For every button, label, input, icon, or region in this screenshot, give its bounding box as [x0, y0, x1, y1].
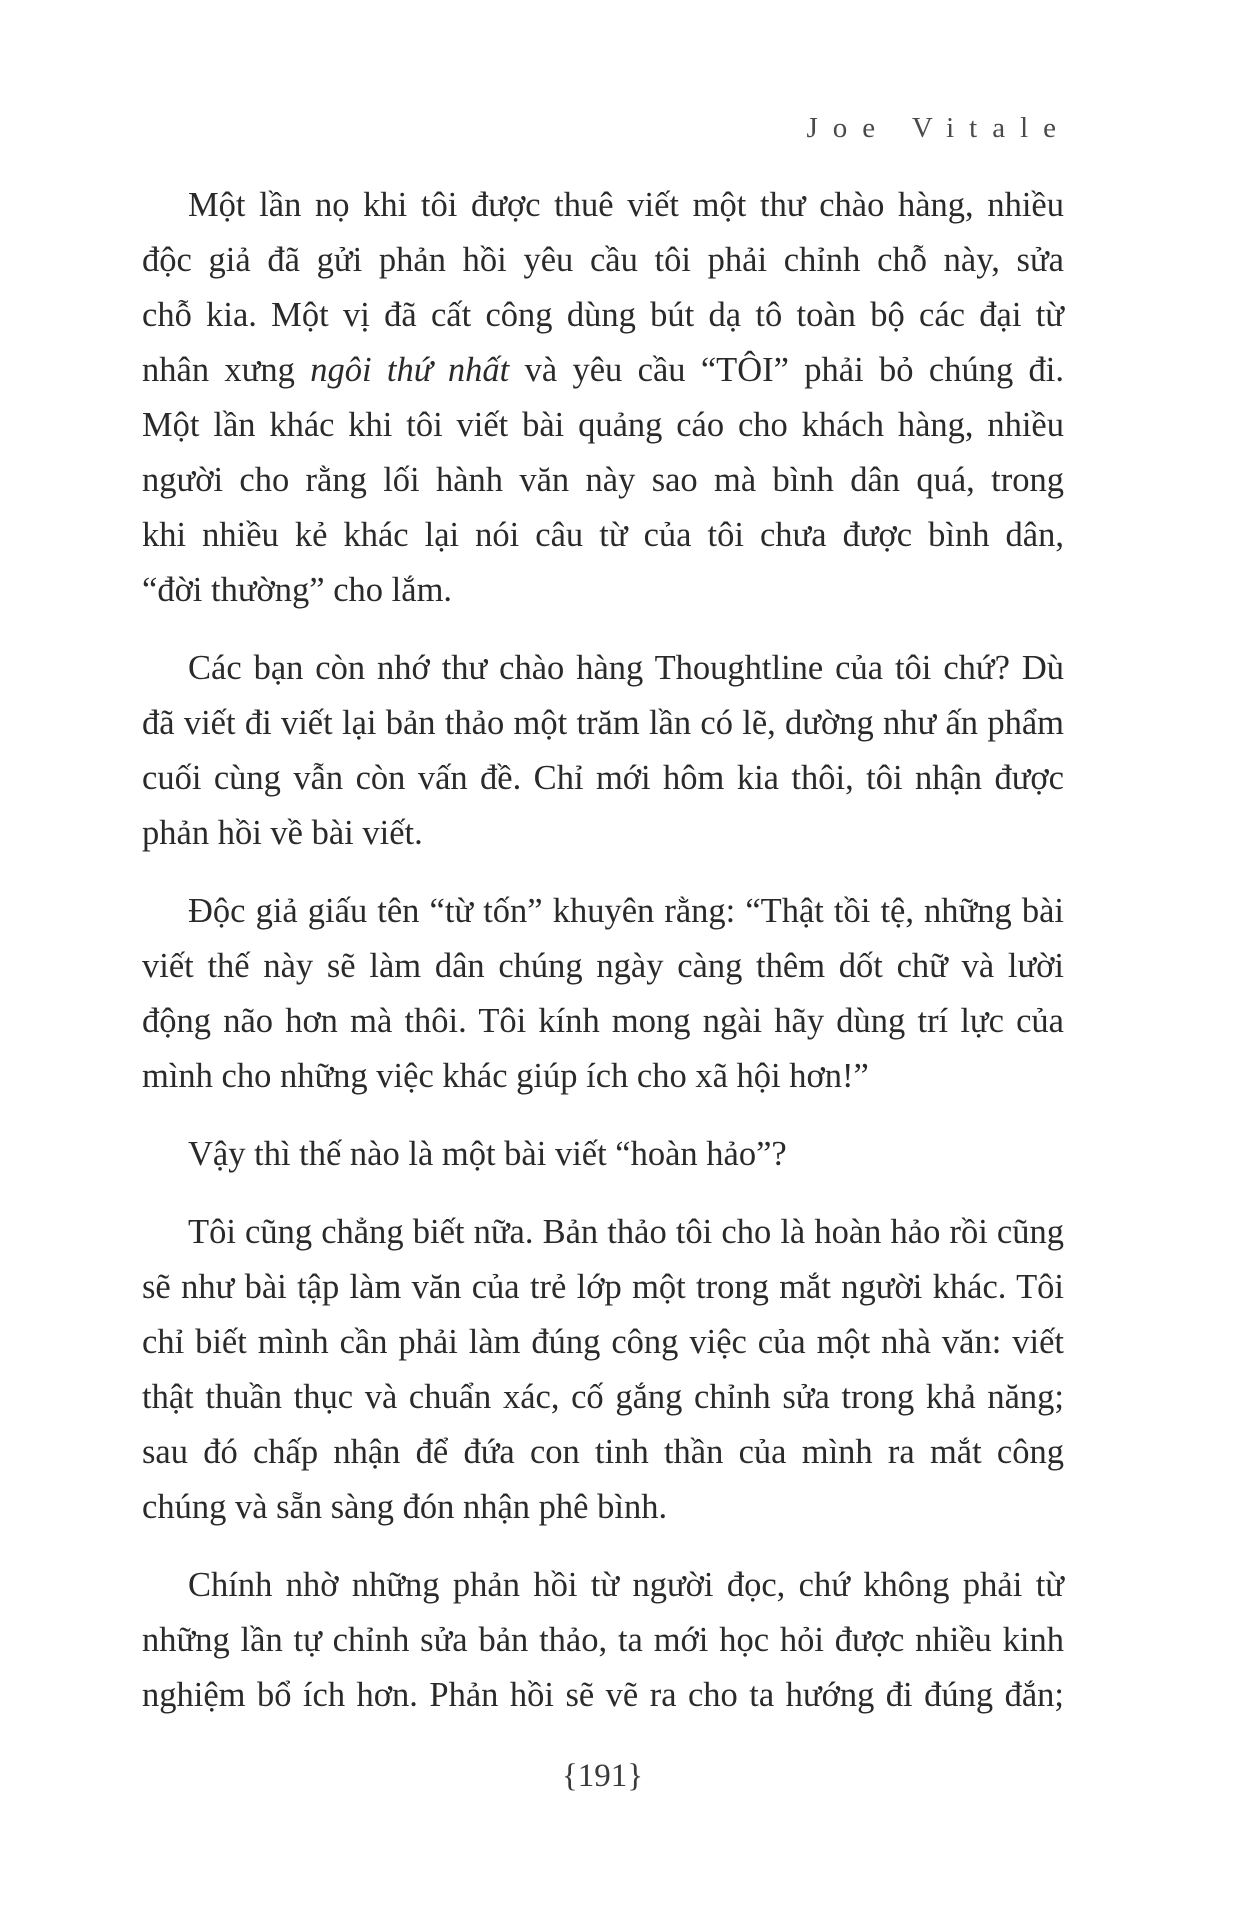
paragraph-6 [142, 1558, 1064, 1723]
text-line: Các bạn còn nhớ thư chào hàng Thoughtline của tôi chứ? Dù [188, 649, 1064, 687]
text-line [142, 343, 1064, 398]
text-line: mình cho những việc khác giúp ích cho xã hội hơn!” [142, 1057, 869, 1095]
text-line: “đời thường” cho lắm. [142, 571, 453, 609]
text-line: cuối cùng vẫn còn vấn đề. Chỉ mới hôm kia thôi, tôi nhận được [142, 759, 1064, 797]
text-line: Một lần khác khi tôi viết bài quảng cáo cho khách hàng, nhiều [142, 406, 1064, 444]
paragraph-3 [142, 884, 1064, 1104]
text-line: Vậy thì thế nào là một bài viết “hoàn hảo”? [188, 1135, 787, 1173]
text-line: Một lần nọ khi tôi được thuê viết một thư chào hàng, nhiều [188, 186, 1064, 224]
text-line: phản hồi về bài viết. [142, 814, 423, 852]
text-line: thật thuần thục và chuẩn xác, cố gắng chỉnh sửa trong khả năng; [142, 1378, 1064, 1416]
text-line: nghiệm bổ ích hơn. Phản hồi sẽ vẽ ra cho ta hướng đi đúng đắn; [142, 1676, 1064, 1714]
text-line: khi nhiều kẻ khác lại nói câu từ của tôi chưa được bình dân, [142, 516, 1064, 554]
paragraph-5 [142, 1205, 1064, 1535]
page-body [142, 178, 1064, 1746]
paragraph-4 [142, 1127, 1064, 1182]
text-line: độc giả đã gửi phản hồi yêu cầu tôi phải chỉnh chỗ này, sửa [142, 241, 1064, 279]
text-run: nhân xưng [142, 351, 311, 389]
page-number: {191} [561, 1758, 644, 1794]
text-line: chúng và sẵn sàng đón nhận phê bình. [142, 1488, 668, 1526]
text-line: Độc giả giấu tên “từ tốn” khuyên rằng: “Thật tồi tệ, những bài [188, 892, 1064, 930]
text-line: sau đó chấp nhận để đứa con tinh thần của mình ra mắt công [142, 1433, 1064, 1471]
text-line: những lần tự chỉnh sửa bản thảo, ta mới học hỏi được nhiều kinh [142, 1621, 1064, 1659]
running-header-author: Joe Vitale [806, 112, 1071, 144]
text-line: động não hơn mà thôi. Tôi kính mong ngài hãy dùng trí lực của [142, 1002, 1064, 1040]
text-run: và yêu cầu “TÔI” phải bỏ chúng đi. [509, 351, 1064, 389]
text-line: viết thế này sẽ làm dân chúng ngày càng thêm dốt chữ và lười [142, 947, 1064, 985]
paragraph-2 [142, 641, 1064, 861]
text-line: chỉ biết mình cần phải làm đúng công việc của một nhà văn: viết [142, 1323, 1064, 1361]
text-line: đã viết đi viết lại bản thảo một trăm lần có lẽ, dường như ấn phẩm [142, 704, 1064, 742]
text-line: Chính nhờ những phản hồi từ người đọc, chứ không phải từ [188, 1566, 1064, 1604]
text-line: chỗ kia. Một vị đã cất công dùng bút dạ tô toàn bộ các đại từ [142, 296, 1064, 334]
paragraph-1 [142, 178, 1064, 618]
text-line: Tôi cũng chẳng biết nữa. Bản thảo tôi cho là hoàn hảo rồi cũng [188, 1213, 1064, 1251]
italic-phrase: ngôi thứ nhất [310, 351, 510, 389]
text-line: người cho rằng lối hành văn này sao mà bình dân quá, trong [142, 461, 1064, 499]
text-line: sẽ như bài tập làm văn của trẻ lớp một trong mắt người khác. Tôi [142, 1268, 1064, 1306]
